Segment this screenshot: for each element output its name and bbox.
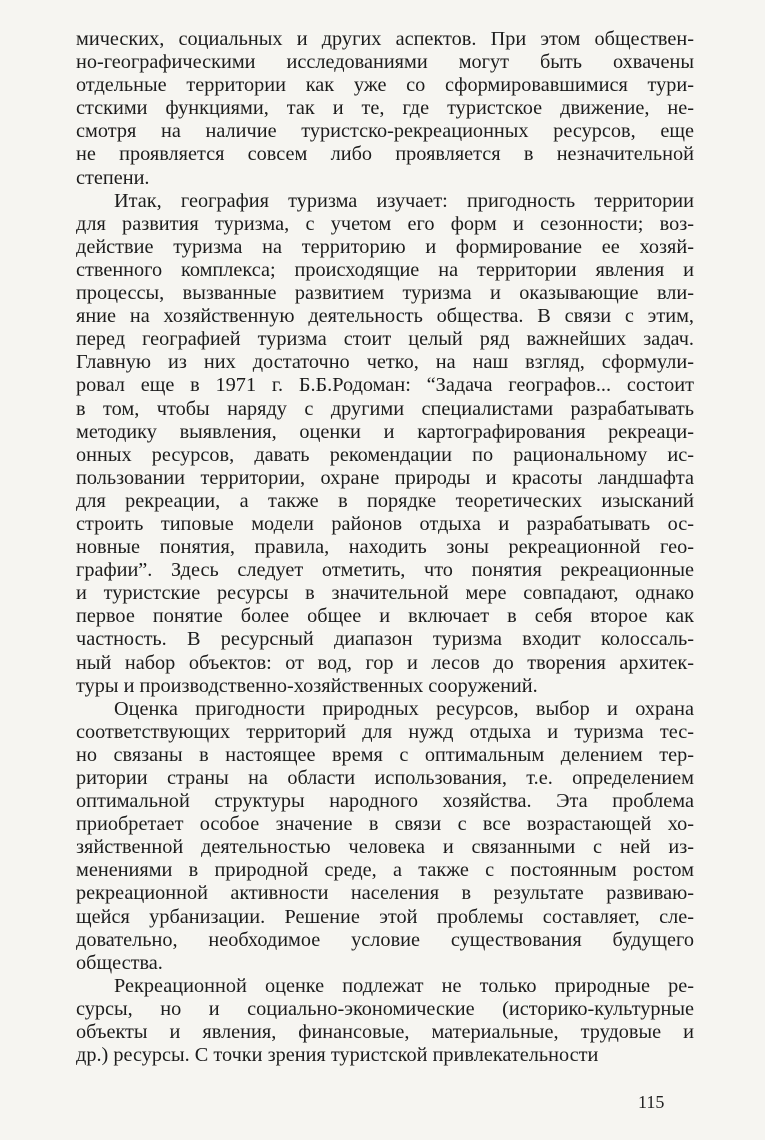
text-line: онных ресурсов, давать рекомендации по рациональному ис-: [76, 443, 694, 466]
text-line: ственного комплекса; происходящие на территории явления и: [76, 258, 694, 281]
text-line: действие туризма на территорию и формирование ее хозяй-: [76, 235, 694, 258]
text-line: Рекреационной оценке подлежат не только природные ре-: [114, 974, 694, 997]
text-line: степени.: [76, 166, 150, 189]
text-line: стскими функциями, так и те, где туристское движение, не-: [76, 97, 694, 120]
text-line: частность. В ресурсный диапазон туризма входит колоссаль-: [76, 628, 694, 651]
text-line: рекреационной активности населения в результате развиваю-: [76, 882, 694, 905]
text-line: мических, социальных и других аспектов. При этом обществен-: [76, 28, 694, 50]
paragraph: [76, 28, 694, 190]
text-line: ный набор объектов: от вод, гор и лесов до творения архитек-: [76, 651, 694, 674]
text-line: первое понятие более общее и включает в себя второе как: [76, 605, 694, 628]
text-line: строить типовые модели районов отдыха и разрабатывать ос-: [76, 512, 694, 535]
page-number: 115: [638, 1092, 665, 1112]
text-line: Итак, география туризма изучает: пригодность территории: [114, 189, 694, 212]
text-line: оптимальной структуры народного хозяйства. Эта проблема: [76, 790, 694, 813]
text-line: перед географией туризма стоит целый ряд важнейших задач.: [76, 328, 694, 351]
text-line: соответствующих территорий для нужд отдыха и туризма тес-: [76, 720, 694, 743]
text-line: для развития туризма, с учетом его форм и сезонности; воз-: [76, 212, 694, 235]
text-line: методику выявления, оценки и картографирования рекреаци-: [76, 420, 694, 443]
text-line: довательно, необходимое условие существования будущего: [76, 928, 694, 951]
text-line: яние на хозяйственную деятельность общества. В связи с этим,: [76, 305, 694, 328]
text-line: сурсы, но и социально-экономические (историко-культурные: [76, 997, 694, 1020]
text-line: ритории страны на области использования, т.е. определением: [76, 767, 694, 789]
text-line: новные понятия, правила, находить зоны рекреационной гео-: [76, 536, 694, 559]
text-line: туры и производственно-хозяйственных сооружений.: [76, 674, 538, 697]
text-line: ровал еще в 1971 г. Б.Б.Родоман: “Задача географов... состоит: [76, 374, 694, 397]
text-line: процессы, вызванные развитием туризма и оказывающие вли-: [76, 282, 694, 305]
body-text: [76, 28, 694, 1067]
paragraph: [76, 975, 694, 1067]
text-line: щейся урбанизации. Решение этой проблемы составляет, сле-: [76, 905, 694, 928]
text-line: зяйственной деятельностью человека и связанными с ней из-: [76, 836, 694, 859]
text-line: графии”. Здесь следует отметить, что понятия рекреационные: [76, 559, 694, 582]
text-line: отдельные территории как уже со сформировавшимися тури-: [76, 74, 694, 97]
text-line: объекты и явления, финансовые, материальные, трудовые и: [76, 1021, 694, 1044]
text-line: в том, чтобы наряду с другими специалистами разрабатывать: [76, 397, 694, 420]
text-line: общества.: [76, 951, 163, 974]
text-line: приобретает особое значение в связи с все возрастающей хо-: [76, 813, 694, 836]
text-line: смотря на наличие туристско-рекреационных ресурсов, еще: [76, 120, 694, 143]
paragraph: [76, 190, 694, 698]
text-line: и туристские ресурсы в значительной мере совпадают, однако: [76, 582, 694, 605]
text-line: др.) ресурсы. С точки зрения туристской привлекательности: [76, 1044, 599, 1067]
paragraph: [76, 698, 694, 975]
text-line: пользовании территории, охране природы и красоты ландшафта: [76, 466, 694, 489]
text-line: Оценка пригодности природных ресурсов, выбор и охрана: [114, 697, 694, 720]
text-line: не проявляется совсем либо проявляется в незначительной: [76, 143, 694, 166]
text-line: но-географическими исследованиями могут быть охвачены: [76, 51, 694, 74]
text-line: Главную из них достаточно четко, на наш взгляд, сформули-: [76, 351, 694, 374]
text-line: но связаны в настоящее время с оптимальным делением тер-: [76, 743, 694, 766]
text-line: для рекреации, а также в порядке теоретических изысканий: [76, 489, 694, 512]
text-line: менениями в природной среде, а также с постоянным ростом: [76, 859, 694, 882]
